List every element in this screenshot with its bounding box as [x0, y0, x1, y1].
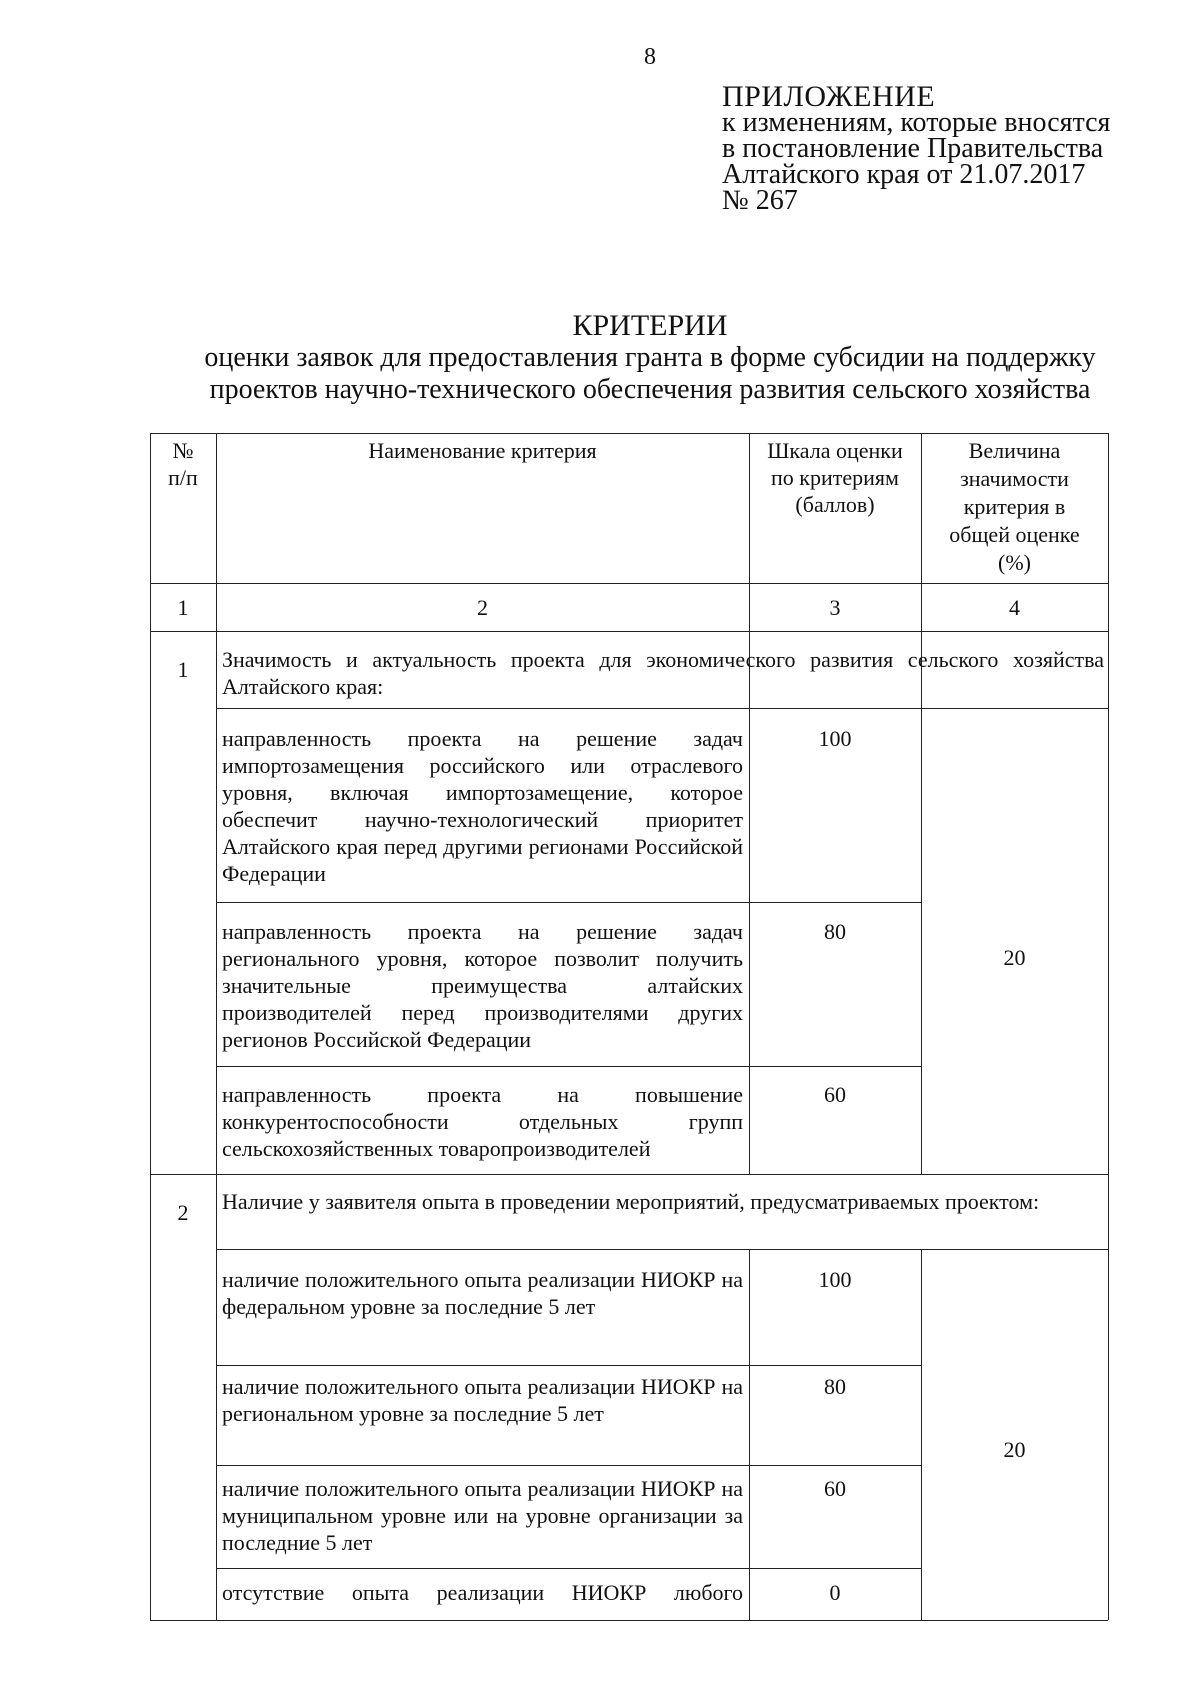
appendix-header	[722, 80, 1111, 216]
document-title: КРИТЕРИИ	[572, 309, 728, 342]
table-border	[749, 708, 750, 1174]
appendix-line: к изменениям, которые вносятся	[722, 107, 1111, 138]
table-border	[216, 902, 921, 903]
table-border	[921, 708, 922, 1174]
criterion-weight: 20	[1003, 1437, 1026, 1462]
criterion-score: 100	[818, 726, 852, 751]
criterion-text: направленность проекта на повышение конкурентоспособности отдельных групп сельскохозяйственных товаропроизводителей	[222, 1082, 743, 1161]
criterion-text: направленность проекта на решение задач регионального уровня, которое позволит получить значительные преимущества алтайских производителей перед производителями других регионов Российской Федерации	[222, 919, 743, 1052]
table-border	[150, 631, 1108, 632]
criterion-text: наличие положительного опыта реализации НИОКР на региональном уровне за последние 5 лет	[222, 1374, 743, 1426]
group-title: Значимость и актуальность проекта для экономического развития сельского хозяйства Алтайского края:	[222, 647, 1104, 699]
table-border	[216, 1066, 921, 1067]
appendix-line: Алтайского края от 21.07.2017	[722, 159, 1086, 190]
criterion-score: 80	[824, 919, 846, 944]
document-subtitle: оценки заявок для предоставления гранта в форме субсидии на поддержку	[204, 342, 1096, 373]
table-border	[150, 583, 1108, 584]
table-border	[216, 1249, 1108, 1250]
criterion-text: наличие положительного опыта реализации НИОКР на муниципальном уровне или на уровне организации за последние 5 лет	[222, 1476, 743, 1555]
criterion-score: 0	[829, 1580, 841, 1605]
criterion-text: отсутствие опыта реализации НИОКР любого	[222, 1580, 743, 1605]
document-title-block	[150, 310, 1150, 406]
table-border	[216, 1568, 921, 1569]
column-number: 2	[477, 595, 488, 620]
table-border	[216, 433, 217, 1620]
criterion-score: 100	[818, 1267, 852, 1292]
table-border	[150, 433, 1108, 434]
table-border	[150, 1620, 1108, 1621]
table-border	[216, 1365, 921, 1366]
table-border	[150, 1174, 1108, 1175]
group-number: 2	[177, 1200, 189, 1225]
group-number: 1	[177, 657, 189, 682]
table-border	[216, 708, 1108, 709]
document-subtitle: проектов научно-технического обеспечения развития сельского хозяйства	[209, 374, 1091, 405]
header-num: № п/п	[168, 438, 198, 490]
appendix-line: в постановление Правительства	[722, 133, 1104, 164]
criterion-score: 80	[824, 1374, 846, 1399]
column-number: 3	[829, 595, 841, 620]
header-weight: Величина значимости критерия в общей оценке (%)	[949, 438, 1080, 575]
criterion-score: 60	[824, 1476, 846, 1501]
criterion-text: направленность проекта на решение задач импортозамещения российского или отраслевого уровня, включая импортозамещение, которое обеспечит научно-технологический приоритет Алтайского края перед другими регионами Российской Федерации	[222, 726, 743, 886]
table-border	[749, 1249, 750, 1620]
table-border	[921, 1249, 922, 1620]
appendix-heading: ПРИЛОЖЕНИЕ	[722, 80, 936, 113]
criterion-score: 60	[824, 1082, 846, 1107]
header-scale: Шкала оценки по критериям (баллов)	[767, 438, 903, 517]
table-border	[216, 1465, 921, 1466]
page-number: 8	[644, 44, 656, 70]
criterion-weight: 20	[1003, 945, 1026, 970]
appendix-line: № 267	[722, 185, 798, 216]
table-border	[150, 433, 151, 1620]
column-number: 4	[1009, 595, 1020, 620]
header-criterion-name: Наименование критерия	[368, 438, 597, 463]
column-number: 1	[177, 595, 189, 620]
table-border	[1108, 433, 1109, 1620]
criterion-text: наличие положительного опыта реализации НИОКР на федеральном уровне за последние 5 лет	[222, 1267, 743, 1319]
group-title: Наличие у заявителя опыта в проведении мероприятий, предусматриваемых проектом:	[222, 1189, 1040, 1214]
